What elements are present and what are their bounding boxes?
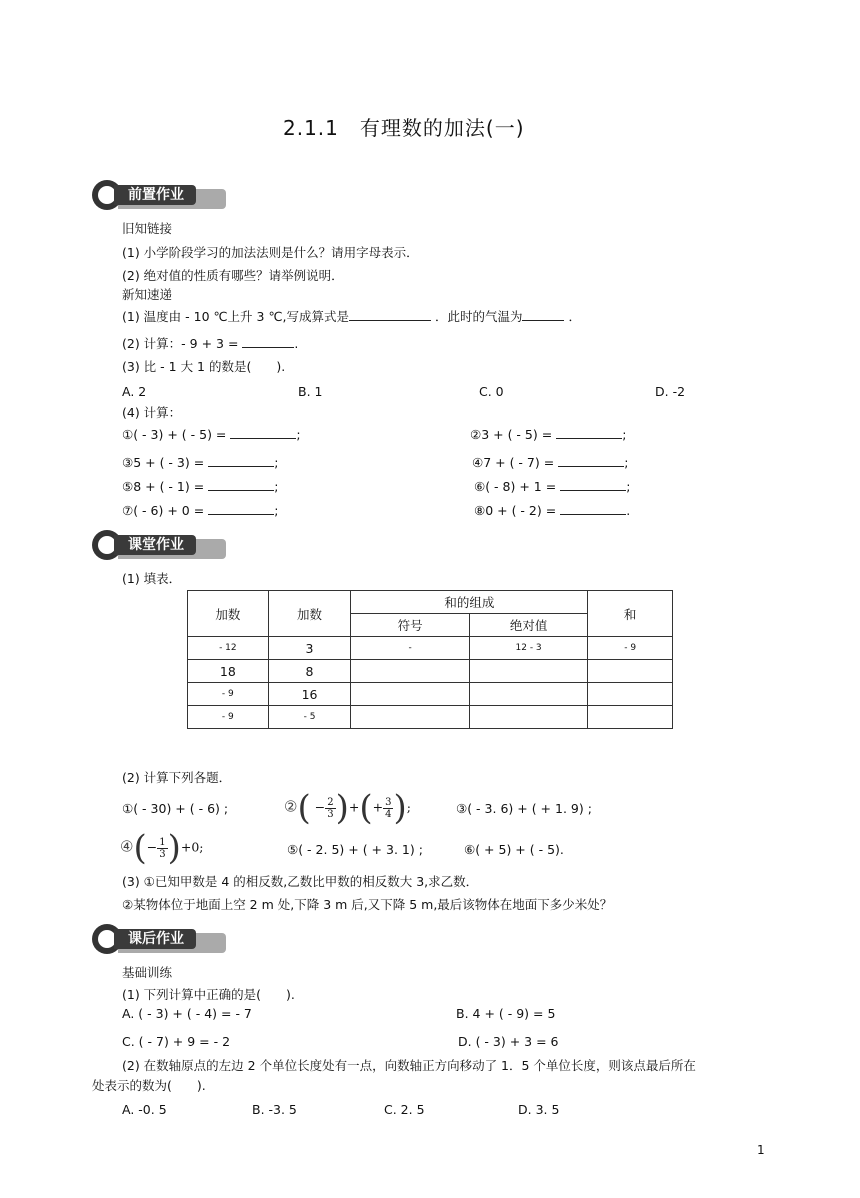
choice-b: B. 4 + ( - 9) = 5 [456, 1006, 556, 1021]
calc-item [122, 426, 301, 442]
choice-c: C. 2. 5 [384, 1102, 425, 1117]
table-cell: 3 [268, 637, 351, 660]
table-row [188, 683, 673, 706]
subheading: 基础训练 [122, 965, 173, 980]
choice-b: B. -3. 5 [252, 1102, 297, 1117]
answer-blank[interactable] [522, 308, 564, 321]
answer-blank[interactable] [208, 502, 274, 515]
answer-blank[interactable] [208, 478, 274, 491]
section-banner-class [92, 530, 222, 560]
numerator: 3 [385, 796, 392, 808]
question-text: 处表示的数为( ). [92, 1078, 206, 1093]
question-text: ．此时的气温为 [434, 309, 523, 324]
calc-item [122, 454, 278, 470]
denominator: 3 [327, 808, 334, 820]
punct: ; [296, 427, 301, 442]
denominator: 3 [159, 848, 166, 860]
calc-item [122, 478, 278, 494]
section-banner-label: 课堂作业 [114, 535, 196, 555]
answer-blank[interactable] [242, 335, 294, 348]
page-title: 2.1.1 有理数的加法(一) [283, 116, 525, 140]
question-line [122, 334, 298, 352]
table-cell[interactable] [588, 660, 673, 683]
table-cell[interactable] [469, 660, 587, 683]
choice-a: A. 2 [122, 384, 147, 399]
calc-expr: ②3 + ( - 5) = [470, 427, 553, 442]
question-text: (1) 填表． [122, 571, 182, 586]
calc-item [470, 426, 626, 442]
table-cell: - 9 [188, 706, 269, 729]
calc-expr: ③5 + ( - 3) = [122, 455, 205, 470]
table-header: 加数 [188, 591, 269, 637]
table-row [188, 637, 673, 660]
punct: ; [622, 427, 627, 442]
calc-expr: ⑥( - 8) + 1 = [474, 479, 557, 494]
punct: ; [624, 455, 629, 470]
table-header: 加数 [268, 591, 351, 637]
punct: ; [274, 479, 279, 494]
table-cell[interactable] [588, 683, 673, 706]
table-row [188, 660, 673, 683]
punct: ; [626, 479, 631, 494]
fill-table [187, 590, 673, 729]
calc-item-fraction: ④(− $\frac{1}{3}$ )+0; [120, 828, 204, 868]
calc-item-fraction: ②( − $\frac{2}{3}$ )+(+ $\frac{3}{4}$ ); [284, 788, 411, 828]
item-marker: ② [284, 797, 298, 816]
answer-blank[interactable] [558, 454, 624, 467]
punct: ; [274, 503, 279, 518]
choice-a: A. -0. 5 [122, 1102, 167, 1117]
question-text: (2) 计算：- 9 + 3 = [122, 336, 239, 351]
table-cell[interactable] [351, 706, 469, 729]
table-header: 绝对值 [469, 614, 587, 637]
calc-item: ⑤( - 2. 5) + ( + 3. 1) ; [287, 842, 423, 857]
question-text: (4) 计算： [122, 405, 182, 420]
subheading: 新知速递 [122, 287, 173, 302]
table-cell: 12 - 3 [469, 637, 587, 660]
answer-blank[interactable] [556, 426, 622, 439]
choice-d: D. 3. 5 [518, 1102, 560, 1117]
denominator: 4 [385, 808, 392, 820]
question-text: (3) 比 - 1 大 1 的数是( ). [122, 359, 286, 374]
numerator: 1 [159, 836, 166, 848]
answer-blank[interactable] [560, 502, 626, 515]
calc-expr: ①( - 3) + ( - 5) = [122, 427, 227, 442]
question-text: (2) 绝对值的性质有哪些？请举例说明． [122, 268, 344, 283]
table-cell: 16 [268, 683, 351, 706]
section-banner-after [92, 924, 222, 954]
table-cell: - [351, 637, 469, 660]
choice-c: C. 0 [479, 384, 504, 399]
calc-item: ①( - 30) + ( - 6) ; [122, 801, 229, 816]
calc-expr: ⑤8 + ( - 1) = [122, 479, 205, 494]
table-cell: - 12 [188, 637, 269, 660]
calc-item [474, 478, 630, 494]
calc-item: ⑥( + 5) + ( - 5). [464, 842, 564, 857]
table-cell: 8 [268, 660, 351, 683]
table-cell[interactable] [351, 660, 469, 683]
answer-blank[interactable] [560, 478, 626, 491]
choice-c: C. ( - 7) + 9 = - 2 [122, 1034, 231, 1049]
page-number: 1 [757, 1143, 765, 1157]
table-cell[interactable] [469, 683, 587, 706]
answer-blank[interactable] [208, 454, 274, 467]
choice-d: D. ( - 3) + 3 = 6 [458, 1034, 559, 1049]
answer-blank[interactable] [230, 426, 296, 439]
calc-item [474, 502, 630, 518]
question-line [122, 307, 581, 325]
subheading: 旧知链接 [122, 221, 173, 236]
section-banner-label: 前置作业 [114, 185, 196, 205]
calc-expr: ④7 + ( - 7) = [472, 455, 555, 470]
section-banner-pre [92, 180, 222, 210]
choice-d: D. -2 [655, 384, 686, 399]
table-row [188, 706, 673, 729]
punct: ; [274, 455, 279, 470]
calc-expr: ⑧0 + ( - 2) = [474, 503, 557, 518]
question-text: ． [568, 309, 581, 324]
answer-blank[interactable] [349, 308, 431, 321]
choice-b: B. 1 [298, 384, 323, 399]
expr-tail: +0; [180, 839, 204, 855]
table-header: 和 [588, 591, 673, 637]
question-text: ②某物体位于地面上空 2 m 处,下降 3 m 后,又下降 5 m,最后该物体在地面下多少米处？ [122, 897, 613, 912]
table-cell[interactable] [469, 706, 587, 729]
question-text: . [294, 336, 299, 351]
table-cell: - 9 [588, 637, 673, 660]
question-text: (2) 计算下列各题． [122, 770, 232, 785]
punct: . [626, 503, 631, 518]
item-marker: ④ [120, 837, 134, 856]
section-banner-label: 课后作业 [114, 929, 196, 949]
numerator: 2 [327, 796, 334, 808]
table-cell: - 9 [188, 683, 269, 706]
question-text: (1) 小学阶段学习的加法法则是什么？请用字母表示． [122, 245, 419, 260]
question-text: (2) 在数轴原点的左边 2 个单位长度处有一点，向数轴正方向移动了 1．5 个单位长度，则该点最后所在 [122, 1058, 696, 1073]
table-header: 和的组成 [351, 591, 588, 614]
calc-item [122, 502, 278, 518]
question-text: (1) 下列计算中正确的是( ). [122, 987, 295, 1002]
question-text: (3) ①已知甲数是 4 的相反数,乙数比甲数的相反数大 3,求乙数． [122, 874, 479, 889]
calc-expr: ⑦( - 6) + 0 = [122, 503, 205, 518]
table-cell: 18 [188, 660, 269, 683]
question-text: (1) 温度由 - 10 ℃上升 3 ℃,写成算式是 [122, 309, 349, 324]
table-cell[interactable] [351, 683, 469, 706]
calc-item: ③( - 3. 6) + ( + 1. 9) ; [456, 801, 592, 816]
table-cell[interactable] [588, 706, 673, 729]
table-header: 符号 [351, 614, 469, 637]
calc-item [472, 454, 628, 470]
choice-a: A. ( - 3) + ( - 4) = - 7 [122, 1006, 252, 1021]
table-cell: - 5 [268, 706, 351, 729]
